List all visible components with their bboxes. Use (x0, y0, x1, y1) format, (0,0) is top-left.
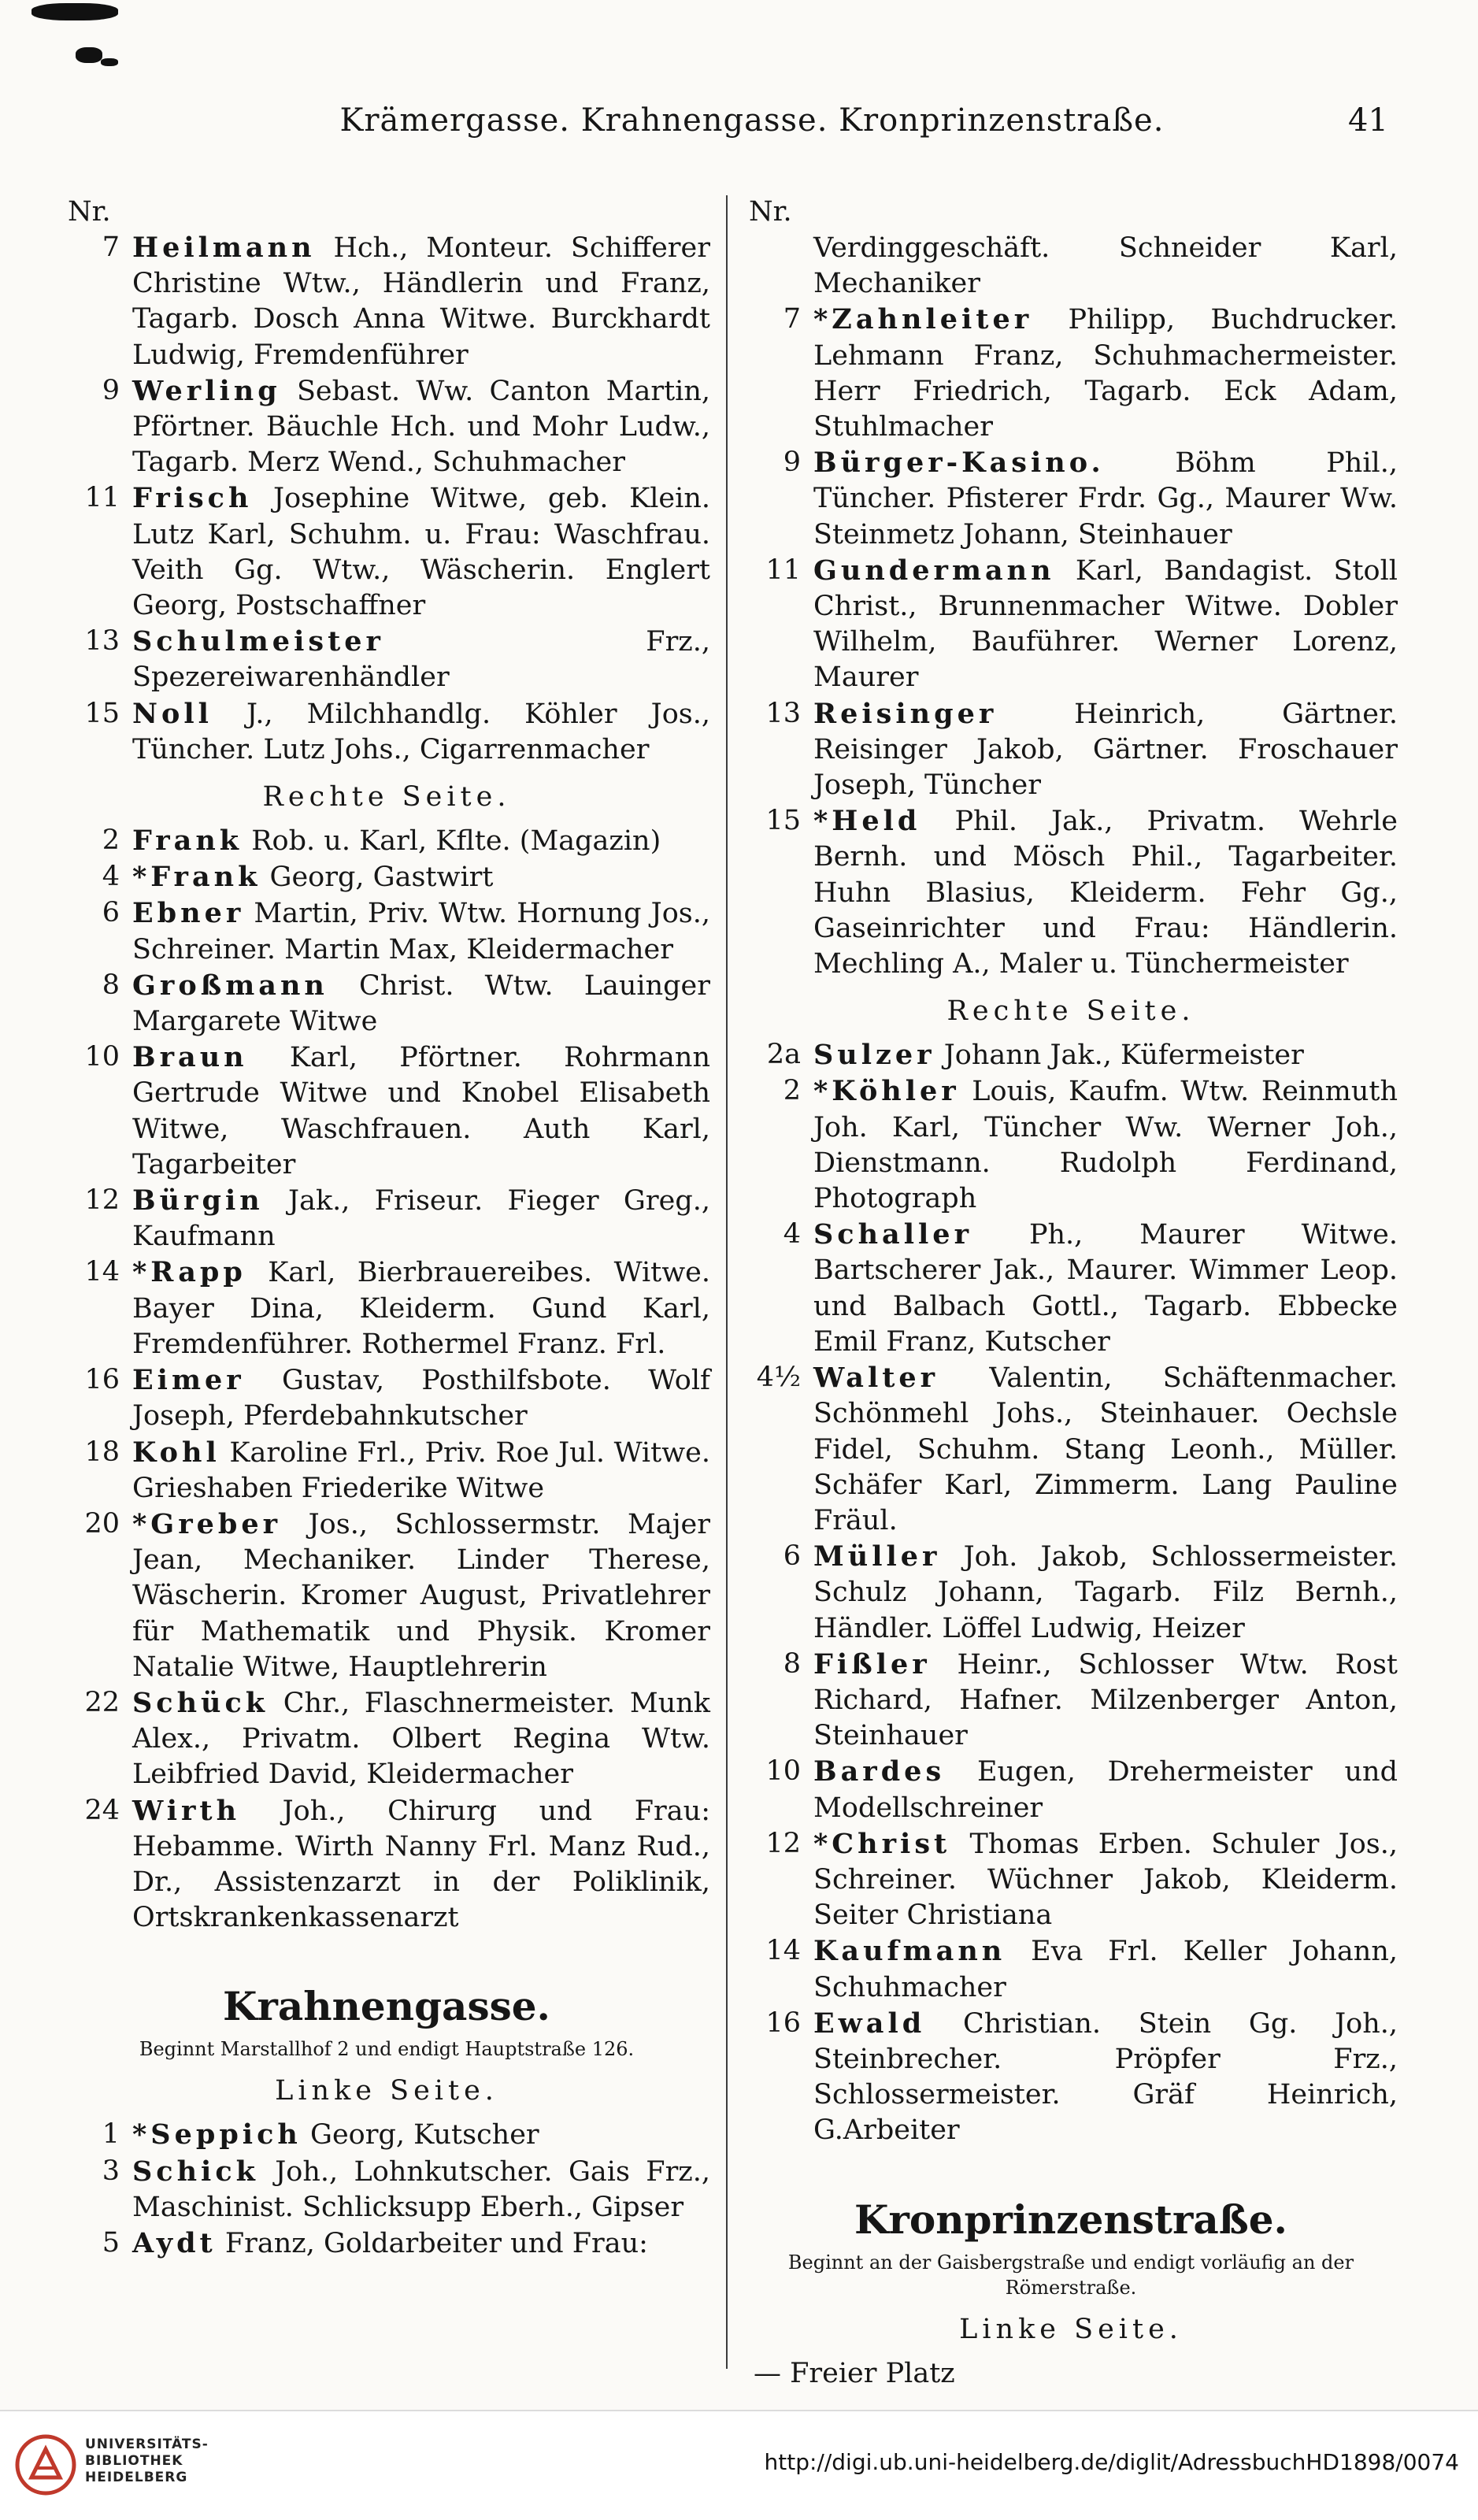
lead-name: Noll (132, 697, 213, 730)
house-number: 11 (84, 482, 120, 514)
entry-text (132, 1183, 710, 1254)
entry-body: Ph., Maurer Witwe. Bartscherer Jak., Maurer. Wimmer Leop. und Balbach Gottl., Tagarb. Ebbecke Emil Franz, Kutscher (813, 1219, 1398, 1358)
entry-text (813, 2006, 1398, 2149)
entry-text (813, 302, 1398, 445)
entry-body: Rob. u. Karl, Kflte. (Magazin) (251, 825, 661, 858)
ink-smudge (31, 3, 118, 20)
house-number (744, 230, 813, 302)
entry-body: Heinr., Schlosser Wtw. Rost Richard, Hafner. Milzenberger Anton, Steinhauer (813, 1648, 1398, 1752)
library-name-line: BIBLIOTHEK (85, 2453, 183, 2469)
house-number: 14 (765, 1935, 801, 1967)
entry-text (813, 1037, 1398, 1073)
directory-entry (744, 1647, 1398, 1755)
entry-list (63, 823, 710, 1936)
lead-name: Schück (132, 1686, 269, 1719)
house-number: 2 (102, 825, 120, 857)
house-number: 15 (84, 697, 120, 729)
entry-list (63, 230, 710, 768)
street-description: Beginnt Marstallhof 2 und endigt Hauptstraße 126. (139, 2038, 635, 2061)
directory-entry (63, 823, 710, 859)
entry-text (132, 895, 710, 967)
entry-text (132, 1040, 710, 1183)
entry-text (132, 968, 710, 1040)
house-number: 2 (783, 1075, 801, 1107)
page-header (0, 93, 1478, 148)
entry-text (132, 696, 710, 768)
entry-body: Joh., Lohnkutscher. Gais Frz., Maschinist. Schlicksupp Eberh., Gipser (132, 2155, 710, 2223)
dash-entry: — Freier Platz (754, 2357, 955, 2389)
entry-body: Karl, Pförtner. Rohrmann Gertrude Witwe und Knobel Elisabeth Witwe, Waschfrauen. Auth Karl, Tagarbeiter (132, 1042, 710, 1180)
lead-name: Werling (132, 374, 281, 407)
house-number: 18 (84, 1436, 120, 1468)
entry-body: Heinrich, Gärtner. Reisinger Jakob, Gärtner. Froschauer Joseph, Tüncher (813, 698, 1398, 802)
directory-entry (63, 373, 710, 481)
entry-body: Josephine Witwe, geb. Klein. Lutz Karl, Schuhm. u. Frau: Waschfrau. Veith Gg. Wtw., Wäscherin. Englert Georg, Postschaffner (132, 483, 710, 622)
entry-text (132, 1506, 710, 1685)
entry-text (132, 624, 710, 695)
directory-entry (63, 1435, 710, 1506)
house-number: 22 (84, 1686, 120, 1718)
entry-text (813, 230, 1398, 302)
entry-body: Joh., Chirurg und Frau: Hebamme. Wirth Nanny Frl. Manz Rud., Dr., Assistenzarzt in der Poliklinik, Ortskrankenkassenarzt (132, 1795, 710, 1934)
directory-entry (63, 1362, 710, 1434)
nr-label: Nr. (68, 196, 111, 228)
house-number: 24 (84, 1794, 120, 1826)
house-number: 6 (783, 1540, 801, 1573)
directory-entry (63, 968, 710, 1040)
lead-name: Gundermann (813, 554, 1055, 587)
entry-body: Philipp, Buchdrucker. Lehmann Franz, Schuhmachermeister. Herr Friedrich, Tagarb. Eck Adam, Stuhlmacher (813, 304, 1398, 443)
entry-text (132, 1435, 710, 1506)
house-number: 12 (84, 1184, 120, 1217)
directory-entry (744, 1754, 1398, 1825)
lead-name: *Zahnleiter (813, 303, 1033, 336)
directory-entry (744, 1217, 1398, 1360)
side-heading: Rechte Seite. (262, 781, 511, 813)
entry-text (813, 445, 1398, 553)
header-title: Krämergasse. Krahnengasse. Kronprinzenstraße. (339, 102, 1165, 139)
directory-entry (63, 1506, 710, 1685)
entry-text (132, 859, 710, 895)
house-number: 2a (766, 1039, 801, 1071)
directory-entry (63, 480, 710, 624)
directory-entry (63, 230, 710, 373)
lead-name: Kaufmann (813, 1935, 1006, 1968)
directory-entry (63, 1685, 710, 1793)
lead-name: Walter (813, 1362, 939, 1395)
street-title: Krahnengasse. (223, 1983, 550, 2030)
entry-text (132, 1685, 710, 1793)
lead-name: Kohl (132, 1436, 220, 1469)
entry-text (132, 480, 710, 624)
directory-entry (63, 2225, 710, 2262)
directory-entry (744, 803, 1398, 982)
directory-entry (63, 895, 710, 967)
entry-body: Gustav, Posthilfsbote. Wolf Joseph, Pferdebahnkutscher (132, 1365, 710, 1432)
lead-name: *Held (813, 805, 921, 838)
house-number: 4½ (756, 1362, 801, 1394)
lead-name: Großmann (132, 969, 328, 1002)
lead-name: Ewald (813, 2007, 926, 2040)
page-number: 41 (1348, 102, 1388, 139)
entry-text (132, 1254, 710, 1362)
directory-entry (744, 2006, 1398, 2149)
house-number: 13 (84, 625, 120, 658)
entry-text (132, 373, 710, 481)
house-number: 8 (783, 1647, 801, 1680)
house-number: 10 (765, 1755, 801, 1788)
library-name (85, 2437, 209, 2486)
lead-name: Bürgin (132, 1184, 264, 1217)
directory-entry (744, 1539, 1398, 1647)
street-title: Kronprinzenstraße. (854, 2196, 1287, 2243)
entry-body: Hch., Monteur. Schifferer Christine Wtw., Händlerin und Franz, Tagarb. Dosch Anna Witwe. Burckhardt Ludwig, Fremdenführer (132, 232, 710, 371)
house-number: 10 (84, 1041, 120, 1073)
entry-body: Verdinggeschäft. Schneider Karl, Mechaniker (813, 232, 1398, 300)
entry-body: Christ. Wtw. Lauinger Margarete Witwe (132, 969, 710, 1038)
library-name-line: HEIDELBERG (85, 2470, 188, 2485)
directory-entry (744, 302, 1398, 445)
entry-text (813, 1826, 1398, 1934)
entry-body: J., Milchhandlg. Köhler Jos., Tüncher. Lutz Johs., Cigarrenmacher (132, 698, 710, 765)
lead-name: Wirth (132, 1794, 241, 1827)
entry-body: Karl, Bandagist. Stoll Christ., Brunnenmacher Witwe. Dobler Wilhelm, Bauführer. Werner Lorenz, Maurer (813, 554, 1398, 694)
directory-entry (63, 859, 710, 895)
entry-body: Eugen, Drehermeister und Modellschreiner (813, 1756, 1398, 1824)
right-column (744, 194, 1398, 2392)
lead-name: *Köhler (813, 1075, 960, 1108)
directory-entry (744, 1360, 1398, 1539)
lead-name: Sulzer (813, 1039, 935, 1072)
directory-entry (63, 2117, 710, 2153)
entry-text (813, 696, 1398, 804)
directory-entry (63, 2154, 710, 2225)
lead-name: *Rapp (132, 1256, 246, 1289)
entry-text (813, 553, 1398, 696)
directory-entry (744, 1933, 1398, 2005)
entry-body: Martin, Priv. Wtw. Hornung Jos., Schreiner. Martin Max, Kleidermacher (132, 898, 710, 965)
entry-text (132, 230, 710, 373)
lead-name: Schaller (813, 1218, 973, 1251)
entry-list (63, 2117, 710, 2262)
lead-name: Frank (132, 825, 243, 858)
entry-body: Joh. Jakob, Schlossermeister. Schulz Johann, Tagarb. Filz Bernh., Händler. Löffel Ludwig, Heizer (813, 1541, 1398, 1644)
entry-body: Chr., Flaschnermeister. Munk Alex., Privatm. Olbert Regina Wtw. Leibfried David, Kleidermacher (132, 1687, 710, 1791)
side-heading: Linke Seite. (275, 2075, 498, 2107)
entry-text (813, 1073, 1398, 1217)
left-column (63, 194, 710, 2262)
entry-text (132, 1793, 710, 1936)
footer-bar (0, 2410, 1478, 2520)
directory-entry (744, 1037, 1398, 1073)
entry-text (132, 2154, 710, 2225)
lead-name: Aydt (132, 2226, 217, 2259)
entry-text (813, 1933, 1398, 2005)
lead-name: *Frank (132, 861, 261, 894)
entry-text (813, 1647, 1398, 1755)
lead-name: Ebner (132, 897, 245, 930)
library-name-line: UNIVERSITÄTS- (85, 2437, 209, 2452)
lead-name: Fißler (813, 1647, 931, 1681)
column-divider (726, 195, 728, 2369)
house-number: 4 (783, 1218, 801, 1251)
lead-name: Bürger-Kasino. (813, 447, 1105, 480)
lead-name: *Seppich (132, 2118, 302, 2151)
entry-body: Eva Frl. Keller Johann, Schuhmacher (813, 1936, 1398, 2003)
lead-name: Schulmeister (132, 625, 384, 658)
entry-body: Böhm Phil., Tüncher. Pfisterer Frdr. Gg., Maurer Ww. Steinmetz Johann, Steinhauer (813, 447, 1398, 550)
entry-body: Valentin, Schäftenmacher. Schönmehl Johs., Steinhauer. Oechsle Fidel, Schuhm. Stang Leonh., Müller. Schäfer Karl, Zimmerm. Lang Pauline Fräul. (813, 1362, 1398, 1536)
house-number: 11 (765, 554, 801, 586)
house-number: 13 (765, 697, 801, 729)
entry-text (132, 2225, 710, 2262)
entry-text (132, 1362, 710, 1434)
entry-text (132, 823, 710, 859)
house-number: 9 (783, 447, 801, 479)
entry-body: Johann Jak., Küfermeister (943, 1040, 1304, 1072)
lead-name: Frisch (132, 482, 253, 515)
lead-name: Eimer (132, 1364, 245, 1397)
entry-body: Phil. Jak., Privatm. Wehrle Bernh. und Mösch Phil., Tagarbeiter. Huhn Blasius, Kleiderm. Fehr Gg., Gaseinrichter und Frau: Händlerin. Mechling A., Maler u. Tünchermeister (813, 806, 1398, 980)
house-number: 15 (765, 805, 801, 837)
ink-smudge (101, 58, 118, 66)
entry-text (813, 1217, 1398, 1360)
house-number: 5 (102, 2226, 120, 2259)
directory-entry (63, 1793, 710, 1936)
entry-body: Thomas Erben. Schuler Jos., Schreiner. Wüchner Jakob, Kleiderm. Seiter Christiana (813, 1828, 1398, 1932)
entry-body: Jak., Friseur. Fieger Greg., Kaufmann (132, 1185, 710, 1253)
entry-body: Christian. Stein Gg. Joh., Steinbrecher. Pröpfer Frz., Schlossermeister. Gräf Heinrich, G.Arbeiter (813, 2007, 1398, 2147)
house-number: 1 (102, 2118, 120, 2151)
entry-text (813, 1360, 1398, 1539)
lead-name: *Greber (132, 1507, 282, 1540)
entry-body: Sebast. Ww. Canton Martin, Pförtner. Bäuchle Hch. und Mohr Ludw., Tagarb. Merz Wend., Schuhmacher (132, 375, 710, 479)
house-number: 12 (765, 1827, 801, 1859)
lead-name: Schick (132, 2155, 259, 2188)
house-number: 3 (102, 2155, 120, 2187)
entry-body: Louis, Kaufm. Wtw. Reinmuth Joh. Karl, Tüncher Ww. Werner Joh., Dienstmann. Rudolph Ferdinand, Photograph (813, 1076, 1398, 1215)
entry-text (813, 1539, 1398, 1647)
entry-body: Jos., Schlossermstr. Majer Jean, Mechaniker. Linder Therese, Wäscherin. Kromer August, Privatlehrer für Mathematik und Physik. Kromer Natalie Witwe, Hauptlehrerin (132, 1508, 710, 1683)
entry-text (813, 803, 1398, 982)
lead-name: *Christ (813, 1827, 951, 1860)
lead-name: Reisinger (813, 697, 998, 730)
directory-entry (744, 445, 1398, 553)
street-description: Beginnt an der Gaisbergstraße und endigt vorläufig an der Römerstraße. (787, 2251, 1354, 2299)
entry-body: Frz., Spezereiwarenhändler (132, 626, 710, 694)
house-number: 8 (102, 969, 120, 1001)
side-heading: Linke Seite. (959, 2313, 1183, 2345)
directory-entry (63, 1183, 710, 1254)
directory-entry (63, 1254, 710, 1362)
source-url[interactable]: http://digi.ub.uni-heidelberg.de/diglit/AdressbuchHD1898/0074 (764, 2449, 1459, 2475)
house-number: 16 (84, 1364, 120, 1396)
house-number: 20 (84, 1507, 120, 1540)
entry-text (813, 1754, 1398, 1825)
ink-smudge (76, 47, 102, 63)
lead-name: Müller (813, 1540, 941, 1573)
directory-entry (63, 696, 710, 768)
directory-entry (63, 624, 710, 695)
directory-entry (744, 230, 1398, 302)
lead-name: Braun (132, 1041, 248, 1074)
entry-list (744, 230, 1398, 982)
entry-body: Karl, Bierbrauereibes. Witwe. Bayer Dina, Kleiderm. Gund Karl, Fremdenführer. Rothermel Franz. Frl. (132, 1257, 710, 1360)
house-number: 9 (102, 374, 120, 406)
directory-entry (744, 696, 1398, 804)
lead-name: Bardes (813, 1755, 946, 1788)
side-heading: Rechte Seite. (946, 995, 1195, 1028)
house-number: 14 (84, 1256, 120, 1288)
directory-entry (744, 1826, 1398, 1934)
entry-list (744, 1037, 1398, 2148)
entry-body: Franz, Goldarbeiter und Frau: (224, 2227, 648, 2259)
house-number: 6 (102, 897, 120, 929)
entry-body: Georg, Kutscher (310, 2119, 539, 2151)
entry-body: Georg, Gastwirt (269, 862, 494, 894)
house-number: 7 (783, 303, 801, 335)
library-logo-icon (14, 2433, 77, 2496)
directory-entry (744, 1073, 1398, 1217)
directory-entry (744, 553, 1398, 696)
nr-label: Nr. (749, 196, 792, 228)
directory-entry (63, 1040, 710, 1183)
house-number: 7 (102, 232, 120, 263)
entry-text (132, 2117, 710, 2153)
lead-name: Heilmann (132, 232, 316, 264)
entry-body: Karoline Frl., Priv. Roe Jul. Witwe. Grieshaben Friederike Witwe (132, 1436, 710, 1504)
house-number: 4 (102, 861, 120, 893)
house-number: 16 (765, 2007, 801, 2039)
